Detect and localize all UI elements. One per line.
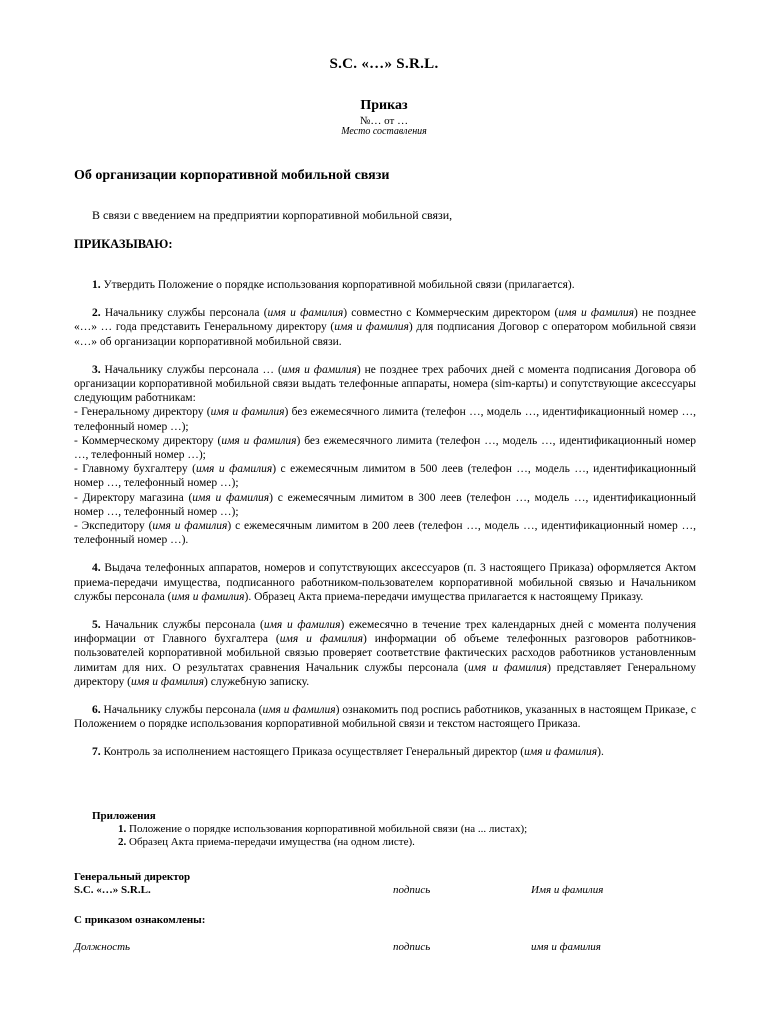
name-placeholder: имя и фамилия (267, 307, 344, 320)
name-placeholder: имя и фамилия (171, 590, 245, 603)
order-number: №… от … (359, 115, 409, 127)
annex-text: Положение о порядке использования корпоративной мобильной связи (на ... листах); (126, 823, 528, 835)
name-placeholder: имя и фамилия (334, 321, 409, 334)
name-placeholder: имя и фамилия (262, 704, 336, 717)
paragraph-text: Начальнику службы персонала ( (100, 704, 263, 717)
annex-item (92, 836, 527, 849)
annex-item (92, 823, 527, 836)
signatory-company: S.C. «…» S.R.L. (74, 884, 151, 896)
list-item-text: - Коммерческому директору ( (74, 434, 222, 447)
company-name: S.C. «…» S.R.L. (329, 56, 439, 72)
annex-block (92, 810, 527, 849)
paragraph-text: ). (597, 746, 604, 759)
name-placeholder: имя и фамилия (152, 520, 228, 533)
decree-word: ПРИКАЗЫВАЮ: (74, 237, 173, 251)
annex-text: Образец Акта приема-передачи имущества (на одном листе). (126, 836, 415, 848)
paragraph-text: Утвердить Положение о порядке использования корпоративной мобильной связи (прилагается). (100, 279, 575, 291)
list-item-text: ) с ежемесячным лимитом в 300 леев (телефон …, модель …, идентификационный номер …, телефонный номер …); (74, 491, 696, 518)
name-placeholder: имя и фамилия (263, 619, 341, 632)
paragraph-text: ) не позднее «…» … года представить Генеральному директору ( (74, 307, 696, 334)
position-label: Должность (74, 941, 131, 953)
list-item-text: ) без ежемесячного лимита (телефон …, модель …, идентификационный номер …, телефонный номер …); (74, 406, 696, 433)
paragraph-number: 5. (92, 619, 101, 632)
list-item (74, 491, 696, 519)
list-item (74, 519, 696, 547)
signature-label: подпись (393, 941, 431, 953)
name-placeholder: имя и фамилия (467, 661, 548, 674)
signature-label: подпись (393, 884, 431, 896)
annex-title: Приложения (92, 810, 156, 822)
paragraph-1 (74, 278, 696, 292)
name-placeholder: имя и фамилия (281, 363, 357, 376)
name-placeholder: имя и фамилия (210, 406, 285, 419)
paragraph-text: ) служебную записку. (204, 675, 310, 688)
paragraph-7 (74, 745, 696, 759)
paragraph-text: ) информации об объеме телефонных разговоров работников-пользователей корпоративной мобильной связью проверяет соответствие фактических расходов работников установленным лимитам для них. О результатах сравнения Начальник службы персонала ( (74, 633, 696, 674)
paragraph-number: 2. (92, 307, 101, 320)
paragraph-text: ) не позднее трех рабочих дней с момента подписания Договора об организации корпоративной мобильной связи выдать телефонные аппараты, номера (sim-карты) и сопутствующие аксессуары следующим работникам: (74, 363, 696, 405)
paragraph-text: Начальнику службы персонала ( (100, 307, 268, 320)
list-item-text: - Генеральному директору ( (74, 406, 211, 419)
paragraph-number: 3. (92, 363, 101, 376)
name-label: имя и фамилия (531, 941, 601, 953)
list-item-text: - Главному бухгалтеру ( (74, 463, 196, 476)
paragraph-5 (74, 618, 696, 689)
order-title: Приказ (360, 98, 408, 113)
signatory-role: Генеральный директор (74, 871, 191, 883)
list-item (74, 434, 696, 462)
list-item-text: ) без ежемесячного лимита (телефон …, модель …, идентификационный номер …, телефонный номер …); (74, 434, 696, 462)
name-label: Имя и фамилия (531, 884, 604, 896)
paragraph-text: ) совместно с Коммерческим директором ( (343, 307, 559, 320)
paragraph-text: ) ежемесячно в течение трех календарных дней с момента получения информации от Главного бухгалтера ( (74, 619, 696, 646)
paragraph-number: 1. (92, 279, 101, 291)
paragraph-number: 7. (92, 746, 101, 759)
paragraph-2 (74, 306, 696, 349)
list-item-text: - Экспедитору ( (74, 520, 153, 533)
paragraph-text: Начальник службы персонала ( (100, 619, 264, 632)
paragraph-3 (74, 363, 696, 406)
name-placeholder: имя и фамилия (279, 633, 363, 646)
name-placeholder: имя и фамилия (130, 675, 205, 688)
name-placeholder: имя и фамилия (558, 307, 635, 320)
paragraph-text: Начальнику службы персонала … ( (100, 363, 282, 376)
paragraph-6 (74, 703, 696, 731)
name-placeholder: имя и фамилия (524, 746, 598, 759)
list-item-text: - Директору магазина ( (74, 491, 193, 504)
preamble: В связи с введением на предприятии корпоративной мобильной связи, (92, 208, 453, 222)
paragraph-text: ) представляет Генеральному директору ( (74, 661, 696, 688)
annex-number: 2. (118, 836, 127, 848)
order-place: Место составления (341, 126, 427, 137)
paragraph-4 (74, 561, 696, 604)
list-item (74, 405, 696, 433)
acquainted-heading: С приказом ознакомлены: (74, 914, 206, 926)
paragraph-number: 6. (92, 704, 101, 717)
paragraph-text: Контроль за исполнением настоящего Приказа осуществляет Генеральный директор ( (100, 746, 525, 759)
list-item-text: ) с ежемесячным лимитом в 200 леев (телефон …, модель …, идентификационный номер …, телефонный номер …). (74, 520, 696, 547)
paragraph-text: ) ознакомить под роспись работников, указанных в настоящем Приказе, с Положением о порядке использования корпоративной мобильной связи и текстом настоящего Приказа. (74, 704, 696, 731)
paragraph-text: ) для подписания Договор с оператором мобильной связи «…» об организации корпоративной мобильной связи. (74, 321, 696, 348)
paragraph-text: ). Образец Акта приема-передачи имущества прилагается к настоящему Приказу. (244, 590, 644, 603)
paragraph-text: Выдача телефонных аппаратов, номеров и сопутствующих аксессуаров (п. 3 настоящего Приказа) оформляется Актом приема-передачи имущества, подписанного работником-пользователем корпоративной мобильной связью и Начальником службы персонала ( (74, 562, 696, 603)
list-item (74, 462, 696, 490)
name-placeholder: имя и фамилия (195, 463, 273, 476)
name-placeholder: имя и фамилия (192, 491, 270, 504)
order-body (74, 278, 696, 774)
order-subject: Об организации корпоративной мобильной связи (74, 168, 390, 183)
name-placeholder: имя и фамилия (221, 434, 297, 447)
paragraph-number: 4. (92, 562, 101, 575)
list-item-text: ) с ежемесячным лимитом в 500 леев (телефон …, модель …, идентификационный номер …, телефонный номер …); (74, 463, 696, 490)
annex-number: 1. (118, 823, 127, 835)
